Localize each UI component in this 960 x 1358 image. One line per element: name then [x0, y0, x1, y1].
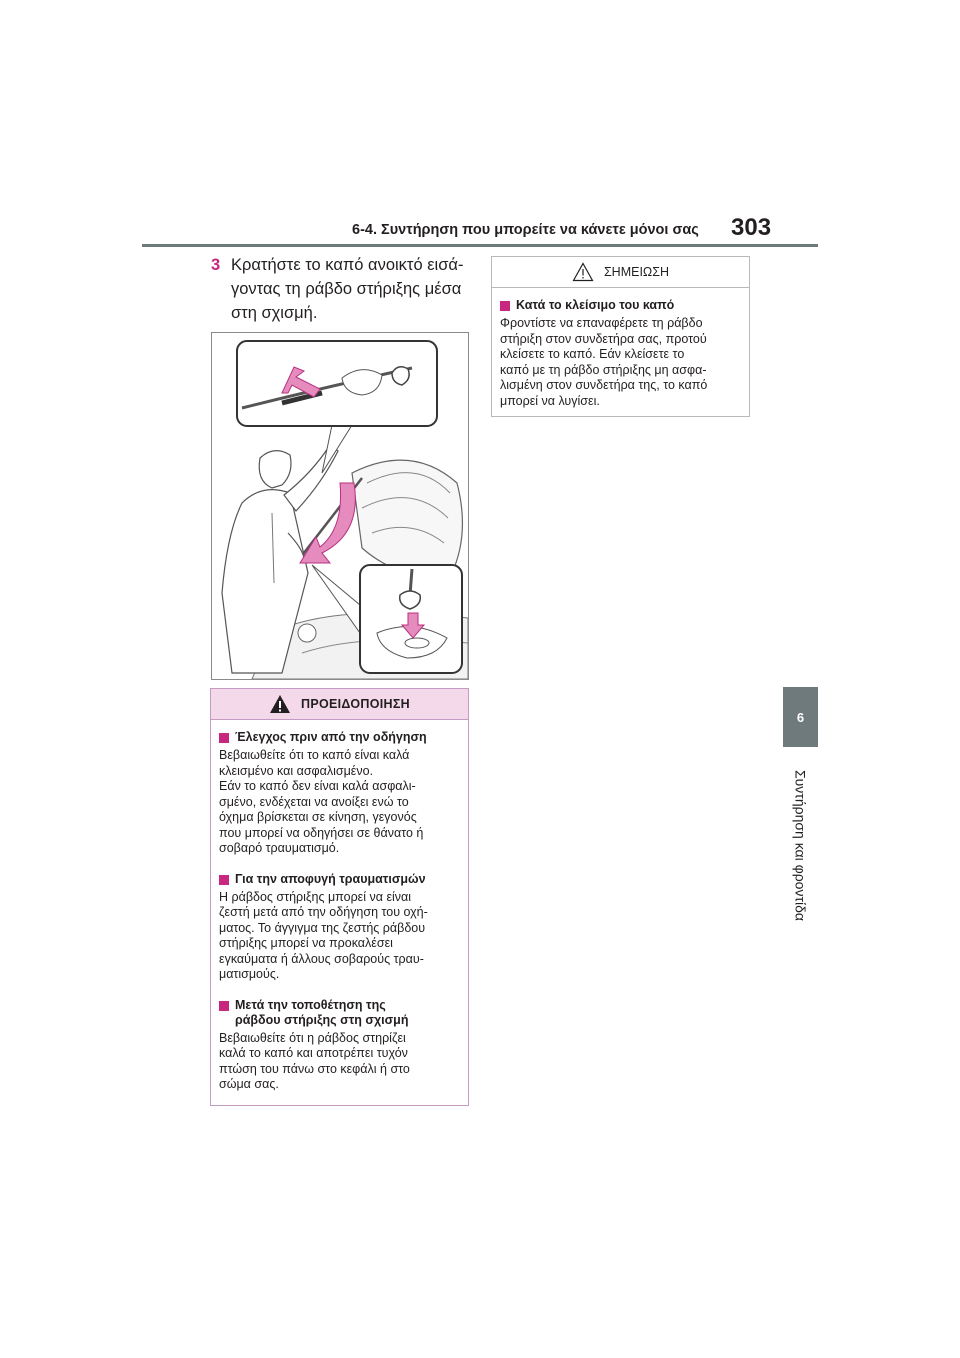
warning-section-after-insert: [211, 998, 468, 1093]
hood-support-illustration: [211, 332, 469, 680]
warning-heading: Μετά την τοποθέτηση της ράβδου στήριξης στη σχισμή: [219, 998, 459, 1028]
section-title: 6-4. Συντήρηση που μπορείτε να κάνετε μόνοι σας: [352, 222, 699, 238]
page-number: 303: [731, 214, 772, 241]
chapter-tab: [783, 687, 818, 747]
note-section-closing: [492, 288, 749, 409]
chapter-title: Συντήρηση και φροντίδα: [792, 769, 809, 921]
step-number: 3: [211, 256, 221, 274]
caution-triangle-icon: [572, 262, 594, 282]
warning-section-injury: [211, 872, 468, 983]
chapter-number: 6: [796, 709, 805, 725]
illustration-drawing: [212, 333, 468, 679]
note-text: Φροντίστε να επαναφέρετε τη ράβδο στήριξη στον συνδετήρα σας, προτού κλείσετε το καπό. Εάν κλείσετε το καπό με τη ράβδο στήριξης μη ασφα- λισμένη στον συνδετήρα της, το καπό μπορεί να λυγίσει.: [500, 316, 708, 408]
step-instruction: [211, 253, 471, 325]
step-text: Κρατήστε το καπό ανοικτό εισά- γοντας τη ράβδο στήριξης μέσα στη σχισμή.: [231, 256, 464, 322]
warning-text: Η ράβδος στήριξης μπορεί να είναι ζεστή μετά από την οδήγηση του οχή- ματος. Το άγγιγμα της ζεστής ράβδου στήριξης μπορεί να προκαλέσει εγκαύματα ή άλλους σοβαρούς τραυ- ματισμούς.: [219, 889, 428, 981]
note-heading: Κατά το κλείσιμο του καπό: [500, 298, 740, 313]
warning-title: ΠΡΟΕΙΔΟΠΟΙΗΣΗ: [301, 697, 410, 711]
warning-heading: Έλεγχος πριν από την οδήγηση: [219, 730, 459, 745]
warning-section-precheck: [211, 720, 468, 857]
note-title: ΣΗΜΕΙΩΣΗ: [603, 265, 670, 279]
warning-box: [210, 688, 469, 1106]
note-box: [491, 256, 750, 417]
note-header: [492, 257, 749, 288]
warning-text: Βεβαιωθείτε ότι το καπό είναι καλά κλεισμένο και ασφαλισμένο. Εάν το καπό δεν είναι καλά ασφαλι- σμένο, ενδέχεται να ανοίξει ενώ το όχημα βρίσκεται σε κίνηση, γεγονός που μπορεί να οδηγήσει σε θάνατο ή σοβαρό τραυματισμό.: [219, 748, 424, 855]
chapter-side-label: [783, 760, 818, 930]
warning-header: [211, 689, 468, 720]
warning-triangle-icon: [269, 694, 291, 714]
warning-heading: Για την αποφυγή τραυματισμών: [219, 872, 459, 887]
warning-text: Βεβαιωθείτε ότι η ράβδος στηρίζει καλά το καπό και αποτρέπει τυχόν πτώση του πάνω στο κεφάλι ή στο σώμα σας.: [219, 1030, 410, 1091]
header-divider: [142, 244, 818, 247]
